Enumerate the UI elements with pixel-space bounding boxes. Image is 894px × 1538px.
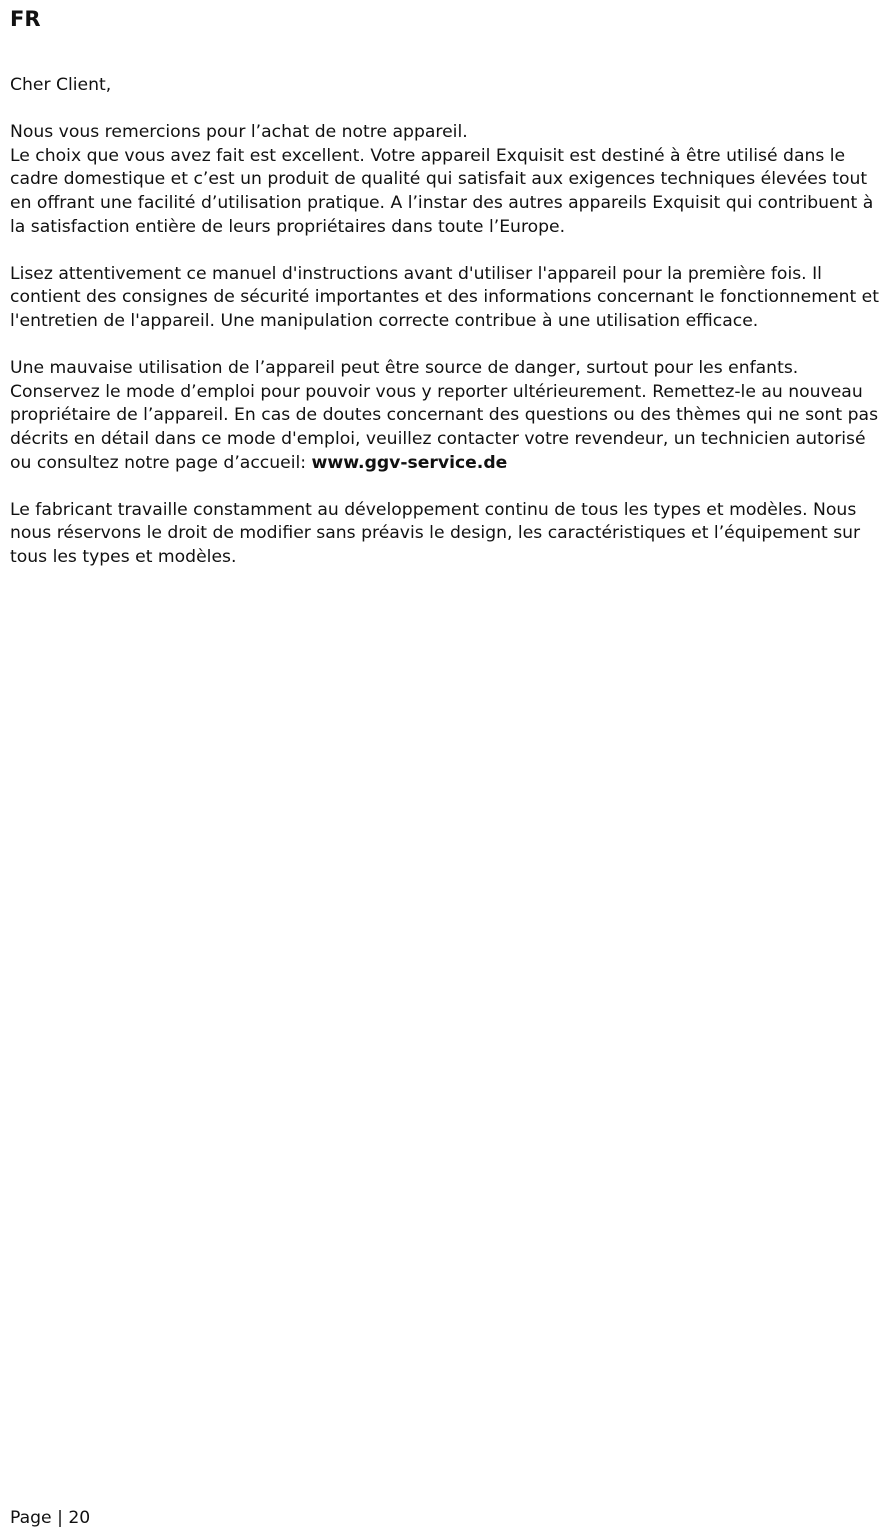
greeting-text: Cher Client, (10, 75, 112, 95)
intro-paragraph (10, 121, 888, 239)
page-number: Page | 20 (10, 1508, 91, 1528)
warning-text: Une mauvaise utilisation de l’appareil peut être source de danger, surtout pour les enfants. Conservez le mode d’emploi pour pouvoir vous y reporter ultérieurement. Remettez-le au nouveau propriétaire de l’appareil. En cas de doutes concernant des questions ou des thèmes qui ne sont pas décrits en détail dans ce mode d'emploi, veuillez contacter votre revendeur, un technicien autorisé ou consultez notre page d’accueil: (10, 358, 879, 473)
manufacturer-note-paragraph: Le fabricant travaille constamment au développement continu de tous les types et modèles. Nous nous réservons le droit de modifier sans préavis le design, les caractéristiques et l’équipement sur tous les types et modèles. (10, 499, 861, 567)
intro-line-quality: Le choix que vous avez fait est excellent. Votre appareil Exquisit est destiné à être utilisé dans le cadre domestique et c’est un produit de qualité qui satisfait aux exigences techniques élevées tout en offrant une facilité d’utilisation pratique. A l’instar des autres appareils Exquisit qui contribuent à la satisfaction entière de leurs propriétaires dans toute l’Europe. (10, 145, 874, 237)
service-website-link[interactable]: www.ggv-service.de (311, 452, 508, 473)
intro-line-thanks: Nous vous remercions pour l’achat de notre appareil. (10, 122, 468, 143)
instructions-paragraph: Lisez attentivement ce manuel d'instructions avant d'utiliser l'appareil pour la première fois. Il contient des consignes de sécurité importantes et des informations concernant le fonctionnement et l'entretien de l'appareil. Une manipulation correcte contribue à une utilisation efficace. (10, 263, 879, 331)
language-code-heading: FR (10, 7, 41, 31)
document-body (10, 74, 888, 593)
warning-paragraph (10, 357, 888, 475)
